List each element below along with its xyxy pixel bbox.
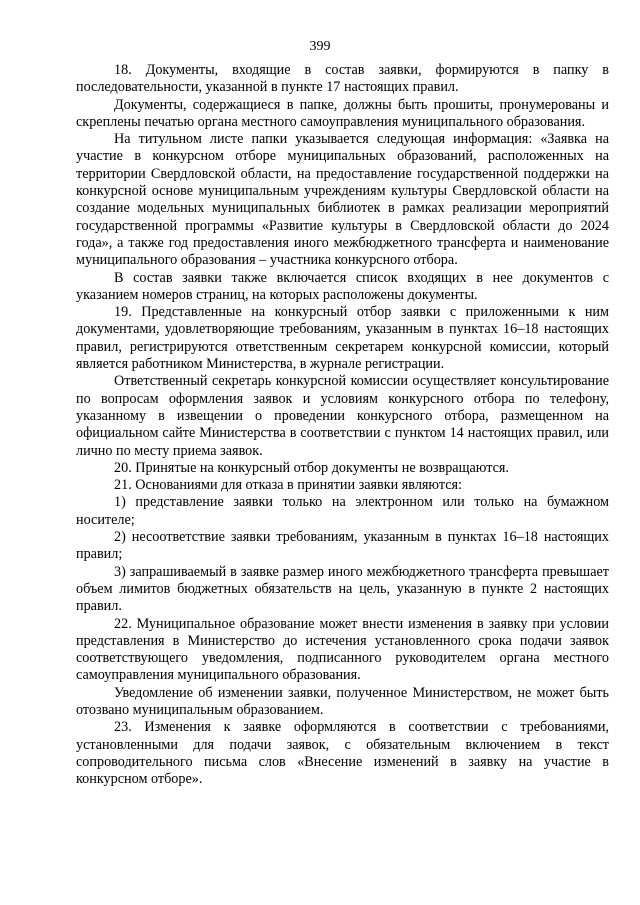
paragraph-18: 18. Документы, входящие в состав заявки, формируются в папку в последовательности, указанной в пункте 17 настоящих правил. (76, 62, 609, 96)
document-body (76, 62, 609, 788)
paragraph-18-title-sheet: На титульном листе папки указывается следующая информация: «Заявка на участие в конкурсном отборе муниципальных образований, расположенных на территории Свердловской области, на предоставление государственной поддержки на конкурсной основе муниципальным учреждениям культуры Свердловской области на создание модельных муниципальных библиотек в рамках реализации мероприятий государственной программы «Развитие культуры в Свердловской области до 2024 года», а также год предоставления иного межбюджетного трансферта и наименование муниципального образования – участника конкурсного отбора. (76, 131, 609, 269)
paragraph-18-stitching: Документы, содержащиеся в папке, должны быть прошиты, пронумерованы и скреплены печатью органа местного самоуправления муниципального образования. (76, 96, 609, 130)
paragraph-23: 23. Изменения к заявке оформляются в соответствии с требованиями, установленными для подачи заявок, с обязательным включением в текст сопроводительного письма слов «Внесение изменений в заявку на участие в конкурсном отборе». (76, 719, 609, 788)
paragraph-21: 21. Основаниями для отказа в принятии заявки являются: (114, 477, 462, 494)
paragraph-19-consulting: Ответственный секретарь конкурсной комиссии осуществляет консультирование по вопросам оформления заявок и условиям конкурсного отбора по телефону, указанному в извещении о проведении конкурсного отбора, размещенном на официальном сайте Министерства в соответствии с пунктом 14 настоящих правил, или лично по месту приема заявок. (76, 373, 609, 459)
page-number: 399 (309, 39, 331, 54)
paragraph-20: 20. Принятые на конкурсный отбор документы не возвращаются. (114, 459, 509, 476)
paragraph-22: 22. Муниципальное образование может внести изменения в заявку при условии представления в Министерство до истечения установленного срока подачи заявок соответствующего уведомления, подписанного руководителем органа местного самоуправления муниципального образования. (76, 615, 609, 684)
list-item-21-2: 2) несоответствие заявки требованиям, указанным в пунктах 16–18 настоящих правил; (76, 529, 609, 563)
list-item-21-3: 3) запрашиваемый в заявке размер иного межбюджетного трансферта превышает объем лимитов бюджетных обязательств на цель, указанную в пункте 2 настоящих правил. (76, 563, 609, 615)
paragraph-18-document-list: В состав заявки также включается список входящих в нее документов с указанием номеров страниц, на которых расположены документы. (76, 269, 609, 303)
paragraph-19: 19. Представленные на конкурсный отбор заявки с приложенными к ним документами, удовлетворяющие требованиям, указанным в пунктах 16–18 настоящих правил, регистрируются ответственным секретарем конкурсной комиссии, который является работником Министерства, в журнале регистрации. (76, 304, 609, 373)
list-item-21-1: 1) представление заявки только на электронном или только на бумажном носителе; (76, 494, 609, 528)
paragraph-22-notification: Уведомление об изменении заявки, полученное Министерством, не может быть отозвано муниципальным образованием. (76, 684, 609, 718)
